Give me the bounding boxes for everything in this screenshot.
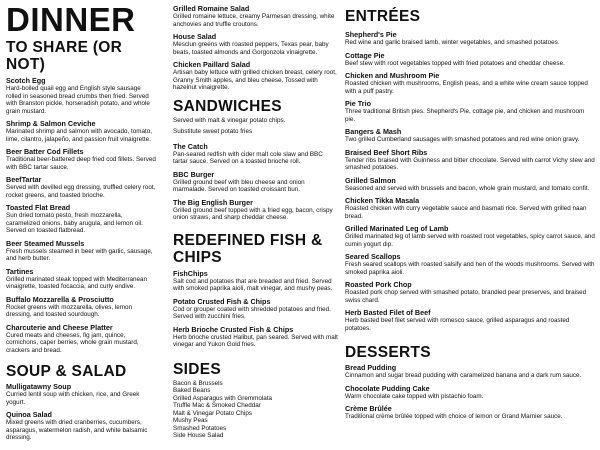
- item-name: BeefTartar: [6, 175, 42, 184]
- item-name: Seared Scallops: [345, 252, 401, 261]
- side-item: Smashed Potatoes: [173, 424, 227, 432]
- item-desc: Grilled ground beef topped with a fried egg, bacon, crispy onion straws, and sharp cheddar cheese.: [173, 206, 333, 221]
- item-desc: Curried lentil soup with chicken, rice, and Greek yogurt.: [6, 391, 140, 406]
- menu-item: [6, 323, 156, 355]
- side-item: Baked Beans: [173, 387, 211, 394]
- item-desc: Hard-boiled quail egg and English style sausage rolled in seasoned bread crumbs then fried. Served with Branston pickle, horseradish potato, and whole grain mustard.: [6, 85, 150, 115]
- side-item: Bacon & Brussels: [173, 379, 223, 387]
- item-name: Shrimp & Salmon Ceviche: [6, 119, 96, 128]
- item-desc: Two grilled Cumberland sausages with smashed potatoes and red wine onion gravy.: [345, 136, 580, 143]
- item-desc: Cinnamon and sugar bread pudding with caramelized banana and a dark rum sauce.: [345, 372, 582, 379]
- menu-item: [345, 224, 595, 248]
- menu-item: [173, 297, 338, 321]
- item-name: Chicken Paillard Salad: [173, 60, 251, 69]
- item-name: Cottage Pie: [345, 50, 385, 60]
- item-name: Quinoa Salad: [6, 410, 52, 419]
- menu-item: [345, 252, 595, 276]
- item-name: Bread Pudding: [345, 363, 397, 372]
- item-desc: Grilled ground beef with bleu cheese and onion marmalade. Served on toasted croissant bun.: [173, 178, 305, 193]
- item-name: Potato Crusted Fish & Chips: [173, 296, 271, 306]
- menu-item: [345, 71, 595, 95]
- menu-item: [173, 269, 338, 293]
- desserts-heading: DESSERTS: [345, 344, 431, 361]
- menu-item: [6, 295, 156, 319]
- soup-salad-heading: SOUP & SALAD: [6, 363, 127, 380]
- menu-item: [173, 4, 338, 28]
- item-name: The Catch: [173, 141, 208, 151]
- item-desc: Grilled romaine lettuce, creamy Parmesan dressing, white anchovies and truffle croutons.: [173, 13, 335, 28]
- item-desc: Fresh seared scallops with roasted salsify and hen of the woods mushrooms. Served with smoked paprika aioli.: [345, 261, 595, 276]
- item-name: Chicken and Mushroom Pie: [345, 71, 440, 80]
- item-name: Chicken Tikka Masala: [345, 196, 420, 205]
- item-desc: Roasted chicken with curry vegetable sauce and basmati rice. Served with grilled naan bread.: [345, 205, 587, 220]
- sandwiches-heading: SANDWICHES: [173, 97, 282, 115]
- dinner-title: DINNER: [6, 1, 136, 38]
- menu-item: [345, 280, 595, 304]
- item-name: Grilled Marinated Leg of Lamb: [345, 224, 449, 233]
- menu-item: [6, 175, 156, 199]
- menu-item: [345, 196, 595, 220]
- menu-item: [345, 30, 595, 47]
- column-2: [173, 4, 338, 440]
- item-name: Beer Steamed Mussels: [6, 238, 85, 248]
- item-name: Chocolate Pudding Cake: [345, 383, 430, 393]
- item-desc: Traditional crème brûlée topped with choice of lemon or Grand Marnier sauce.: [345, 413, 563, 420]
- menu-item: [173, 60, 338, 92]
- item-desc: Three traditional British pies. Shepherd's Pie, cottage pie, and chicken and mushroom pie.: [345, 108, 585, 123]
- item-desc: Beef stew with root vegetables topped with fried potatoes and cheddar cheese.: [345, 59, 565, 67]
- item-name: BBC Burger: [173, 169, 215, 179]
- item-name: Pie Trio: [345, 99, 371, 108]
- menu-item: [345, 363, 595, 380]
- item-desc: Rocket greens with mozzarella, olives, lemon dressing, and toasted sourdough.: [6, 303, 132, 318]
- menu-item: [345, 99, 595, 123]
- item-desc: Pan-seared redfish with cider malt cole slaw and BBC tartar sauce. Served on a toasted brioche roll.: [173, 150, 323, 165]
- item-desc: Fresh mussels steamed in beer with garlic, sausage, and herb butter.: [6, 247, 153, 262]
- menu-item: [345, 148, 595, 172]
- item-desc: Herb brioche crusted Halibut, pan seared. Served with malt vinegar and Yukon Gold fries.: [173, 333, 338, 348]
- item-name: Scotch Egg: [6, 76, 46, 85]
- item-name: Tartines: [6, 266, 34, 276]
- item-desc: Roasted chicken with mushrooms, English peas, and a white wine cream sauce topped with a puff pastry.: [345, 80, 588, 95]
- item-desc: Warm chocolate cake topped with pistachio foam.: [345, 392, 484, 400]
- item-desc: Mesclun greens with roasted peppers, Texas pear, baby beats, toasted almonds and Gorgonzola vinaigrette.: [173, 41, 329, 56]
- sides-heading: SIDES: [173, 360, 222, 378]
- item-desc: Grilled marinated steak topped with Mediterranean vinaigrette, toasted focaccia, and curly endive.: [6, 275, 148, 290]
- item-desc: Salt cod and potatoes that are breaded and fried. Served with smoked paprika aioli, malt vinegar, and mushy peas.: [173, 277, 333, 292]
- menu-item: [173, 198, 338, 222]
- item-name: Herb Brioche Crusted Fish & Chips: [173, 324, 294, 334]
- item-name: Grilled Salmon: [345, 175, 396, 185]
- menu-item: [6, 76, 156, 115]
- menu-item: [173, 170, 338, 194]
- side-item: Mushy Peas: [173, 417, 208, 424]
- item-name: House Salad: [173, 32, 217, 41]
- item-name: Bangers & Mash: [345, 127, 402, 136]
- item-name: Herb Basted Filet of Beef: [345, 308, 431, 317]
- side-item: Malt & Vinegar Potato Chips: [173, 409, 252, 417]
- item-desc: Artisan baby lettuce with grilled chicken breast, celery root, Granny Smith apples, and bleu cheese. Tossed with hazelnut vinaigrette.: [173, 69, 337, 91]
- sandwiches-substitute-note: Substitute sweet potato fries: [173, 128, 253, 135]
- sandwiches-intro: Served with malt & vinegar potato chips.: [173, 116, 286, 124]
- item-name: Shepherd's Pie: [345, 30, 397, 39]
- item-desc: Mixed greens with dried cranberries, cucumbers, asparagus, watermelon radish, and white balsamic dressing.: [6, 419, 148, 441]
- item-name: Braised Beef Short Ribs: [345, 147, 428, 157]
- fish-chips-heading: REDEFINED FISH & CHIPS: [173, 231, 323, 266]
- menu-item: [173, 32, 338, 56]
- item-name: Roasted Pork Chop: [345, 280, 412, 289]
- entrees-heading: ENTRÉES: [345, 8, 421, 25]
- item-desc: Red wine and garlic braised lamb, winter vegetables, and smashed potatoes.: [345, 39, 560, 46]
- item-desc: Marinated shrimp and salmon with avocado, tomato, lime, cilantro, jalapeño, and passion fruit vinaigrette.: [6, 128, 152, 143]
- side-item: Grilled Asparagus with Gremmolata: [173, 394, 273, 402]
- item-desc: Sun dried tomato pesto, fresh mozzarella, caramelized onions, baby arugula, and lemon oil. Served on toasted flatbread.: [6, 212, 143, 234]
- menu-item: [345, 127, 595, 144]
- item-desc: Cured meats and cheeses, fig jam, quince, cornichons, caper berries, whole grain mustard, crackers and bread.: [6, 331, 139, 354]
- column-3: [345, 8, 595, 425]
- menu-item: [6, 203, 156, 235]
- item-name: Toasted Flat Bread: [6, 203, 71, 212]
- side-item: Truffle Mac & Smoked Cheddar: [173, 402, 261, 409]
- item-desc: Served with devilled egg dressing, truffled celery root, rocket greens, and toasted brioche.: [6, 184, 156, 199]
- item-desc: Grilled marinated leg of lamb served with roasted root vegetables, spicy carrot sauce, and cumin yogurt dip.: [345, 233, 595, 248]
- item-desc: Seasoned and served with brussels and bacon, whole grain mustard, and tomato confit.: [345, 184, 590, 192]
- menu-item: [345, 404, 595, 421]
- item-name: Charcuterie and Cheese Platter: [6, 322, 113, 332]
- item-name: Crème Brûlée: [345, 404, 392, 413]
- item-desc: Cod or grouper coated with shredded potatoes and fried. Served with zucchini fries.: [173, 305, 331, 320]
- menu-item: [6, 119, 156, 143]
- menu-item: [6, 410, 156, 442]
- item-name: Grilled Romaine Salad: [173, 4, 250, 13]
- column-1: [6, 0, 156, 446]
- menu-item: [6, 239, 156, 263]
- item-name: The Big English Burger: [173, 197, 253, 207]
- item-desc: Tender ribs braised with Guinness and bitter chocolate. Served with carrot Vichy stew and smashed potatoes.: [345, 156, 595, 171]
- menu-item: [6, 147, 156, 171]
- item-name: FishChips: [173, 268, 208, 278]
- to-share-heading: TO SHARE (OR NOT): [6, 39, 123, 73]
- side-item: Side House Salad: [173, 432, 224, 439]
- item-desc: Herb basted beef filet served with romesco sauce, grilled asparagus and roasted potatoes.: [345, 317, 570, 332]
- menu-item: [173, 142, 338, 166]
- menu-item: [345, 384, 595, 401]
- menu-item: [6, 382, 156, 406]
- item-name: Buffalo Mozzarella & Prosciutto: [6, 294, 114, 304]
- item-name: Mulligatawny Soup: [6, 382, 72, 391]
- item-name: Beer Batter Cod Fillets: [6, 147, 84, 156]
- menu-item: [345, 308, 595, 332]
- menu-item: [345, 51, 595, 68]
- item-desc: Roasted pork chop served with smashed potato, brandied pear preserves, and braised swiss chard.: [345, 289, 587, 304]
- item-desc: Traditional beer-battered deep fried cod fillets. Served with BBC tartar sauce.: [6, 156, 156, 171]
- menu-item: [173, 325, 338, 349]
- menu-item: [345, 176, 595, 193]
- menu-item: [6, 267, 156, 291]
